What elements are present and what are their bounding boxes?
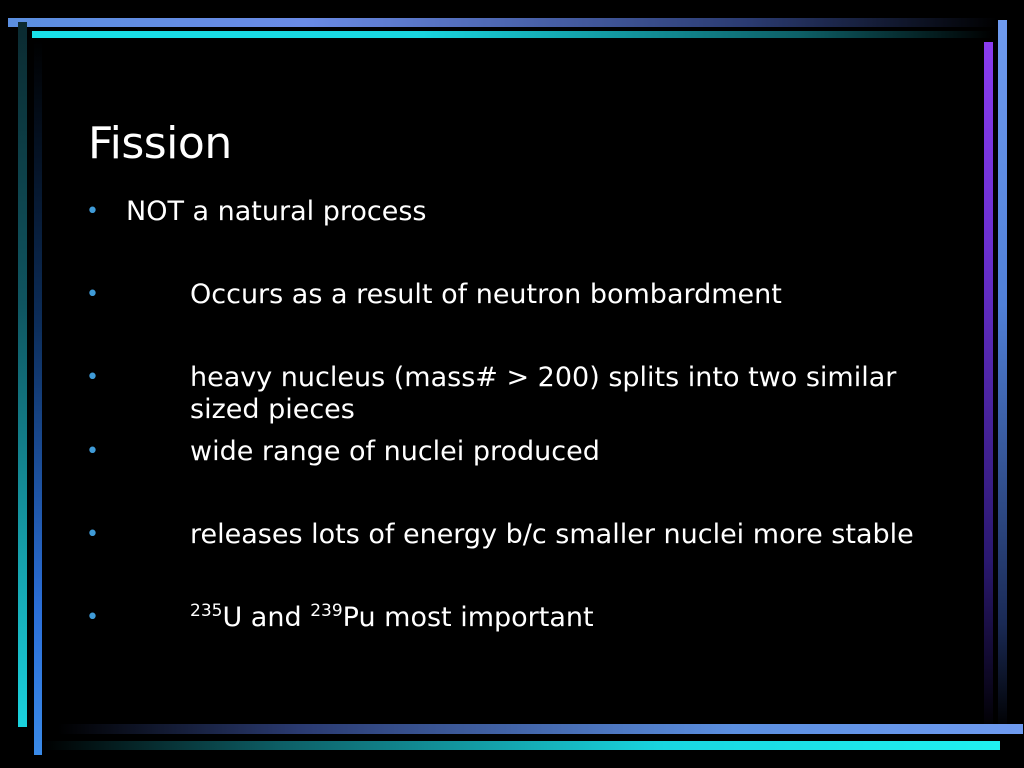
frame-right-inner-bar: [984, 42, 993, 732]
bullet-item: [86, 196, 926, 228]
frame-left-outer-bar: [18, 22, 27, 727]
bullet-dot: •: [86, 605, 99, 630]
isotope-mass-number: 235: [190, 601, 223, 621]
bullet-list: [86, 196, 926, 634]
frame-left-inner-bar: [34, 40, 42, 755]
bullet-text: releases lots of energy b/c smaller nuclei more stable: [190, 519, 914, 550]
slide-title: Fission: [88, 118, 232, 169]
bullet-dot: •: [86, 199, 99, 224]
frame-right-outer-bar: [998, 20, 1007, 730]
isotope-text: Pu most important: [342, 602, 594, 633]
frame-bottom-outer-bar: [58, 724, 1023, 734]
bullet-text: NOT a natural process: [126, 196, 427, 227]
isotope-mass-number: 239: [310, 601, 343, 621]
isotope-text: U and: [222, 602, 311, 633]
frame-top-inner-bar: [32, 31, 992, 38]
bullet-item: [86, 519, 926, 551]
bullet-item: [86, 279, 926, 311]
bullet-dot: •: [86, 522, 99, 547]
bullet-text: [126, 602, 926, 634]
bullet-text: wide range of nuclei produced: [190, 436, 600, 467]
bullet-item: [86, 436, 926, 468]
bullet-item: [86, 362, 926, 426]
frame-top-outer-bar: [8, 18, 998, 27]
bullet-item: [86, 602, 926, 634]
bullet-text: heavy nucleus (mass# > 200) splits into two similar sized pieces: [190, 362, 897, 425]
bullet-dot: •: [86, 282, 99, 307]
bullet-dot: •: [86, 365, 99, 390]
frame-bottom-inner-bar: [42, 741, 1000, 750]
bullet-text: Occurs as a result of neutron bombardment: [190, 279, 782, 310]
bullet-dot: •: [86, 439, 99, 464]
